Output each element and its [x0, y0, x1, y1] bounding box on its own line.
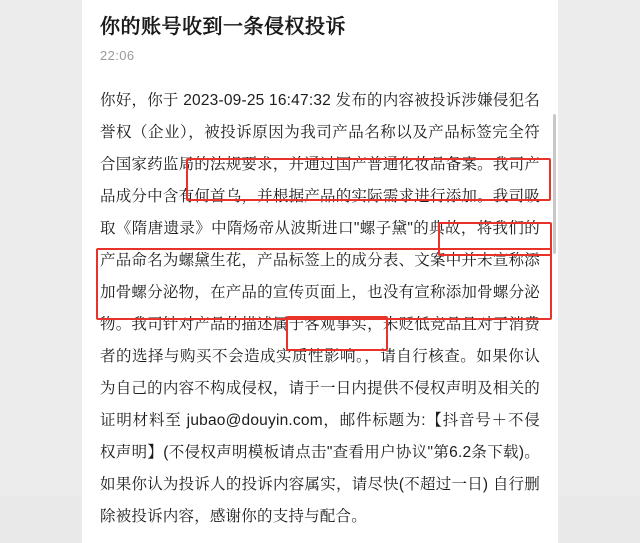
page-left-margin: [0, 0, 82, 496]
notice-card: [82, 0, 558, 543]
page-right-margin: [558, 0, 640, 496]
scrollbar[interactable]: [553, 114, 556, 254]
page-title: 你的账号收到一条侵权投诉: [100, 16, 346, 38]
message-timestamp: 22:06: [100, 48, 135, 63]
notice-body: 你好，你于 2023-09-25 16:47:32 发布的内容被投诉涉嫌侵犯名誉权（企业），被投诉原因为我司产品名称以及产品标签完全符合国家药监局的法规要求，并通过国产普通化妆品备案。我司产品成分中含有何首乌，并根据产品的实际需求进行添加。我司吸取《隋唐遗录》中隋炀帝从波斯进口"螺子黛"的典故，将我们的产品命名为螺黛生花，产品标签上的成分表、文案中并未宣称添加骨螺分泌物，在产品的宣传页面上，也没有宣称添加骨螺分泌物。我司针对产品的描述属于客观事实，未贬低竞品且对于消费者的选择与购买不会造成实质性影响。，请自行核查。如果你认为自己的内容不构成侵权，请于一日内提供不侵权声明及相关的证明材料至 jubao@douyin.com，邮件标题为:【抖音号＋不侵权声明】(不侵权声明模板请点击"查看用户协议"第6.2条下载)。如果你认为投诉人的投诉内容属实，请尽快(不超过一日) 自行删除被投诉内容，感谢你的支持与配合。: [100, 92, 540, 525]
